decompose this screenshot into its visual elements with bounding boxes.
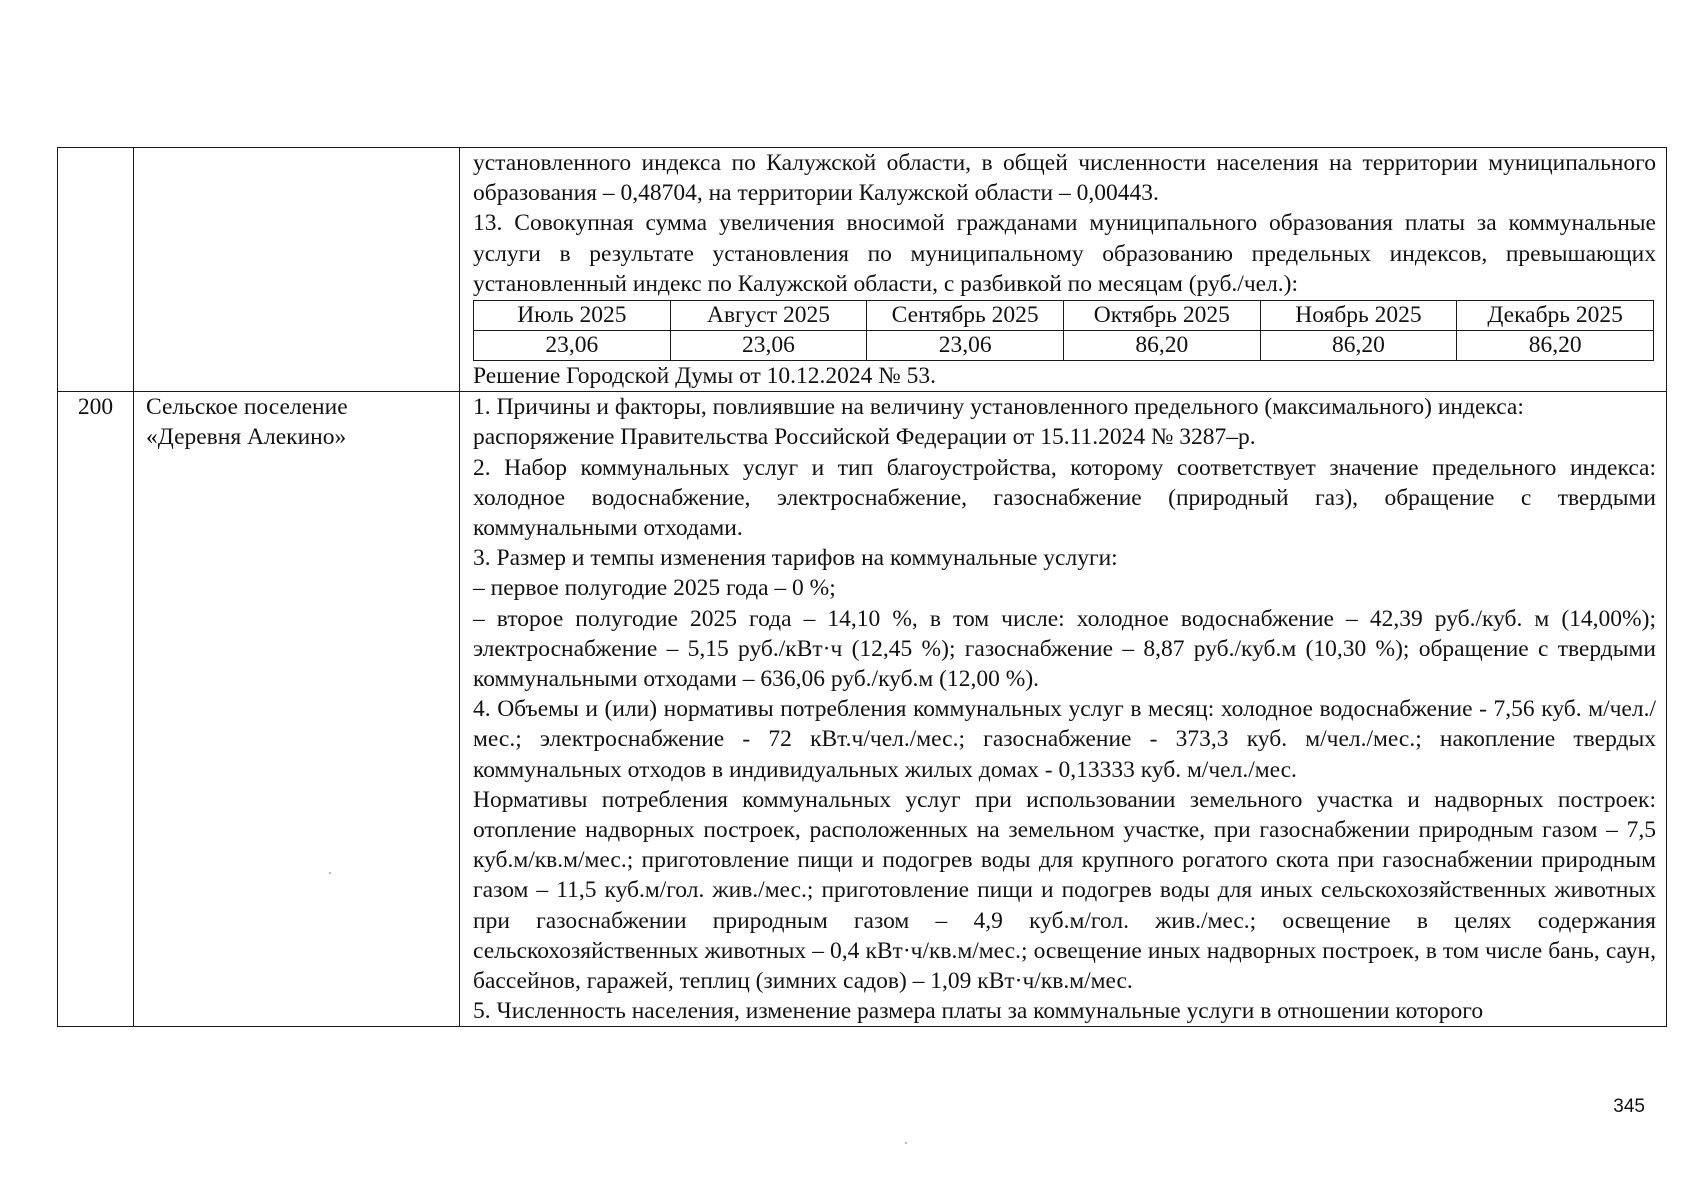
month-header: Ноябрь 2025 [1260,301,1457,331]
municipality-cell [134,148,460,392]
page-number: 345 [1613,1096,1645,1117]
details-cell [460,148,1667,392]
month-header: Декабрь 2025 [1457,301,1654,331]
item-4-norms: Нормативы потребления коммунальных услуг при использовании земельного участка и надворных построек: отопление надворных построек, расположенных на земельном участке, при газоснабжении природным газом – 7,5 куб.м/кв.м/мес.; приготовление пищи и подогрев воды для крупного рогатого скота при газоснабжении природным газом – 11,5 куб.м/гол. жив./мес.; приготовление пищи и подогрев воды для иных сельскохозяйственных животных при газоснабжении природным газом – 4,9 куб.м/гол. жив./мес.; освещение в целях содержания сельскохозяйственных животных – 0,4 кВт·ч/кв.м/мес.; освещение иных надворных построек, в том числе бань, саун, бассейнов, гаражей, теплиц (зимних садов) – 1,09 кВт·ч/кв.м/мес. [473,786,1656,995]
month-header-row [474,301,1654,331]
row-number-cell [58,392,134,1027]
month-value: 86,20 [1260,331,1457,361]
row-number-cell [58,148,134,392]
month-value: 23,06 [867,331,1064,361]
month-value: 23,06 [670,331,867,361]
scan-speck [905,1142,907,1144]
municipality-name-line: «Деревня Алекино» [146,424,347,451]
paragraph-13: 13. Совокупная сумма увеличения вносимой гражданами муниципального образования платы за коммунальные услуги в результате установления по муниципальному образованию предельных индексов, превышающих установленный индекс по Калужской области, с разбивкой по месяцам (руб./чел.): [473,210,1656,297]
decision-reference: Решение Городской Думы от 10.12.2024 № 53. [473,363,936,390]
month-value: 86,20 [1457,331,1654,361]
month-value: 23,06 [474,331,671,361]
month-header: Сентябрь 2025 [867,301,1064,331]
item-3-second-half: – второе полугодие 2025 года – 14,10 %, в том числе: холодное водоснабжение – 42,39 руб./куб. м (14,00%); электроснабжение – 5,15 руб./кВт·ч (12,45 %); газоснабжение – 8,87 руб./куб.м (10,30 %); обращение с твердыми коммунальными отходами – 636,06 руб./куб.м (12,00 %). [473,605,1656,693]
item-3: 3. Размер и темпы изменения тарифов на коммунальные услуги: [473,545,1118,572]
item-1-text: распоряжение Правительства Российской Федерации от 15.11.2024 № 3287–р. [473,424,1256,451]
item-4: 4. Объемы и (или) нормативы потребления коммунальных услуг в месяц: холодное водоснабжение - 7,56 куб. м/чел./мес.; электроснабжение - 72 кВт.ч/чел./мес.; газоснабжение - 373,3 куб. м/чел./мес.; накопление твердых коммунальных отходов в индивидуальных жилых домах - 0,13333 куб. м/чел./мес. [473,696,1656,783]
month-value-row [474,331,1654,361]
month-value: 86,20 [1063,331,1260,361]
table-row [58,148,1667,392]
item-1-heading: 1. Причины и факторы, повлиявшие на величину установленного предельного (максимального) индекса: [473,394,1524,421]
month-header: Июль 2025 [474,301,671,331]
monthly-increase-table [473,300,1654,361]
details-cell [460,392,1667,1027]
scan-speck [329,872,331,874]
municipality-name-line: Сельское поселение [146,394,348,421]
municipality-cell [134,392,460,1027]
month-header: Август 2025 [670,301,867,331]
main-table [57,147,1667,1027]
item-5: 5. Численность населения, изменение размера платы за коммунальные услуги в отношении которого [473,998,1484,1025]
paragraph: установленного индекса по Калужской области, в общей численности населения на территории муниципального образования – 0,48704, на территории Калужской области – 0,00443. [473,150,1656,207]
table-row [58,392,1667,1027]
month-header: Октябрь 2025 [1063,301,1260,331]
item-3-first-half: – первое полугодие 2025 года – 0 %; [473,575,836,602]
item-2: 2. Набор коммунальных услуг и тип благоустройства, которому соответствует значение предельного индекса: холодное водоснабжение, электроснабжение, газоснабжение (природный газ), обращение с твердыми коммунальными отходами. [473,454,1656,542]
row-number: 200 [77,394,114,421]
